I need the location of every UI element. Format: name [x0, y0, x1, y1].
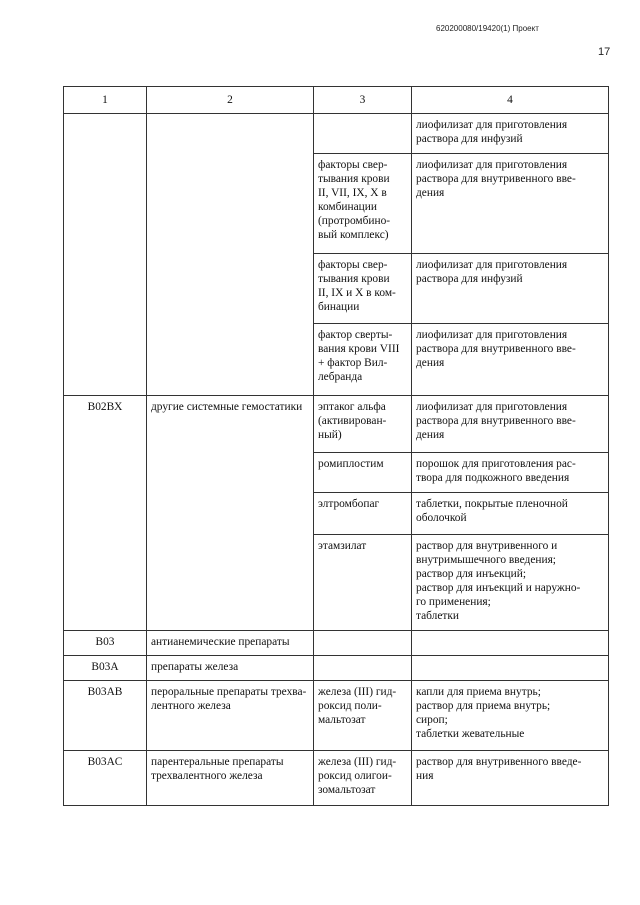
form-cell: лиофилизат для приготовления раствора для внутривенного вве- дения	[412, 324, 609, 396]
drug-cell	[314, 114, 412, 154]
form-cell	[412, 656, 609, 681]
document-id: 620200080/19420(1) Проект	[436, 24, 539, 33]
code-cell: B03AC	[64, 751, 147, 806]
form-cell	[412, 631, 609, 656]
page-number: 17	[598, 46, 611, 58]
table-row	[64, 751, 609, 806]
form-cell: раствор для внутривенного введе- ния	[412, 751, 609, 806]
form-cell: лиофилизат для приготовления раствора для инфузий	[412, 114, 609, 154]
group-cell: пероральные препараты трехва- лентного железа	[147, 681, 314, 751]
table-row	[64, 681, 609, 751]
form-cell: лиофилизат для приготовления раствора для инфузий	[412, 254, 609, 324]
form-cell: лиофилизат для приготовления раствора для внутривенного вве- дения	[412, 154, 609, 254]
code-cell: B02BX	[64, 396, 147, 631]
column-header: 1	[64, 87, 147, 114]
form-cell: капли для приема внутрь; раствор для приема внутрь; сироп; таблетки жевательные	[412, 681, 609, 751]
form-cell: порошок для приготовления рас- твора для подкожного введения	[412, 453, 609, 493]
table-row	[64, 396, 609, 453]
group-cell: антианемические препараты	[147, 631, 314, 656]
table-header-row	[64, 87, 609, 114]
table-row	[64, 631, 609, 656]
form-cell: лиофилизат для приготовления раствора для внутривенного вве- дения	[412, 396, 609, 453]
form-cell: раствор для внутривенного и внутримышечного введения; раствор для инъекций; раствор для инъекций и наружно- го применения; таблетки	[412, 535, 609, 631]
drug-cell: эптаког альфа (активирован- ный)	[314, 396, 412, 453]
code-cell: B03	[64, 631, 147, 656]
column-header: 3	[314, 87, 412, 114]
medication-table	[63, 86, 609, 806]
drug-cell: фактор сверты- вания крови VIII + фактор Вил- лебранда	[314, 324, 412, 396]
code-cell	[64, 114, 147, 396]
drug-cell: ромиплостим	[314, 453, 412, 493]
group-cell: парентеральные препараты трехвалентного железа	[147, 751, 314, 806]
code-cell: B03A	[64, 656, 147, 681]
group-cell: другие системные гемостатики	[147, 396, 314, 631]
drug-cell: железа (III) гид- роксид поли- мальтозат	[314, 681, 412, 751]
drug-cell: железа (III) гид- роксид олигои- зомальтозат	[314, 751, 412, 806]
drug-cell: элтромбопаг	[314, 493, 412, 535]
column-header: 2	[147, 87, 314, 114]
drug-cell	[314, 656, 412, 681]
table-row	[64, 656, 609, 681]
group-cell: препараты железа	[147, 656, 314, 681]
column-header: 4	[412, 87, 609, 114]
group-cell	[147, 114, 314, 396]
table-row	[64, 114, 609, 154]
drug-cell: этамзилат	[314, 535, 412, 631]
form-cell: таблетки, покрытые пленочной оболочкой	[412, 493, 609, 535]
drug-cell: факторы свер- тывания крови II, IX и X в ком- бинации	[314, 254, 412, 324]
drug-cell: факторы свер- тывания крови II, VII, IX, X в комбинации (протромбино- вый комплекс)	[314, 154, 412, 254]
drug-cell	[314, 631, 412, 656]
code-cell: B03AB	[64, 681, 147, 751]
